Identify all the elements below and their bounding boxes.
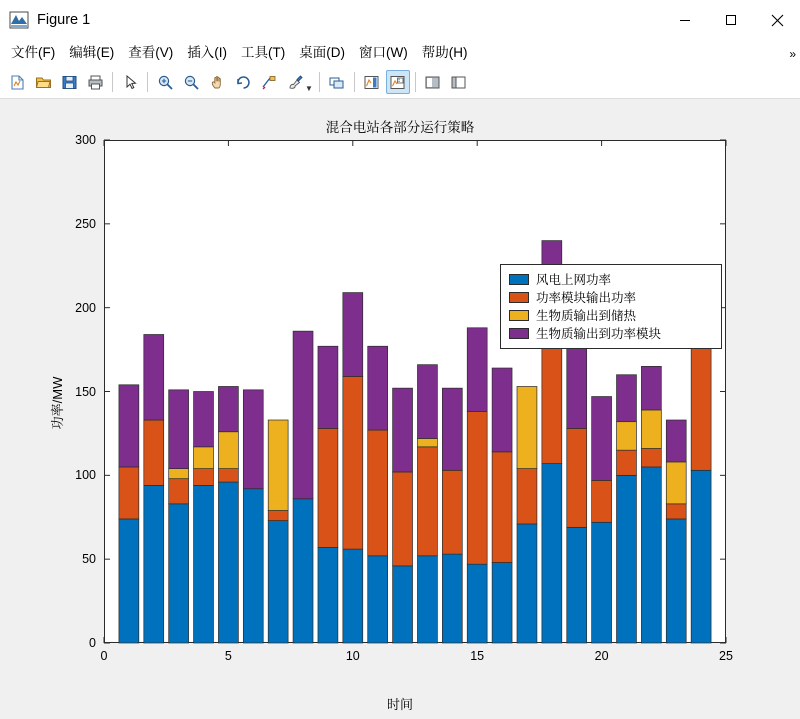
x-tick-15: 15 [470,649,485,663]
insert-legend-icon[interactable] [386,70,410,94]
menu-item-desktop[interactable] [292,42,352,65]
link-plot-icon[interactable] [325,70,349,94]
legend-swatch-power-module [509,292,529,303]
legend-row-biomass-power [509,324,713,342]
legend-label-power-module: 功率模块输出功率 [536,291,637,305]
y-tick-300: 300 [75,133,96,147]
menu-bar [0,40,800,66]
stacked-bar-series [0,99,800,719]
menu-item-insert[interactable] [180,42,234,65]
y-tick-250: 250 [75,216,96,231]
legend-row-wind [509,270,713,288]
show-plot-tools-icon[interactable] [447,70,471,94]
legend-row-biomass-heat [509,306,713,324]
legend-swatch-biomass-power [509,328,529,339]
x-axis-label: 时间 [386,697,413,712]
menu-item-help[interactable] [415,42,475,65]
toolbar-separator [112,72,113,92]
tool-bar [0,66,800,99]
toolbar-separator [415,72,416,92]
x-tick-10: 10 [345,649,360,663]
y-tick-50: 50 [82,552,96,567]
zoom-out-icon[interactable] [179,70,203,94]
menu-item-edit[interactable] [62,42,121,65]
menu-item-tools[interactable] [234,42,292,65]
legend-swatch-biomass-heat [509,310,529,321]
chart-legend[interactable] [500,264,722,349]
y-tick-150: 150 [75,384,96,399]
menu-item-file[interactable] [4,42,62,65]
menu-label-file: 文件(F) [11,44,56,60]
menu-label-edit: 编辑(E) [69,44,115,60]
print-figure-icon[interactable] [83,70,107,94]
chart-title: 混合电站各部分运行策略 [325,120,475,135]
toolbar-separator [319,72,320,92]
legend-label-biomass-power: 生物质输出到功率模块 [536,327,662,341]
y-tick-0: 0 [89,636,96,650]
rotate-3d-icon[interactable] [231,70,255,94]
menu-label-desktop: 桌面(D) [299,44,345,60]
zoom-in-icon[interactable] [153,70,177,94]
pointer-icon[interactable] [118,70,142,94]
legend-swatch-wind [509,274,529,285]
x-tick-5: 5 [224,649,232,663]
close-icon[interactable] [754,0,800,40]
insert-colorbar-icon[interactable] [360,70,384,94]
menu-label-window: 窗口(W) [359,44,408,60]
new-figure-icon[interactable] [5,70,29,94]
menu-item-window[interactable] [352,42,415,65]
menu-overflow-icon[interactable]: » [789,47,796,61]
toolbar-separator [147,72,148,92]
x-tick-25: 25 [719,649,733,663]
y-tick-200: 200 [75,300,96,315]
maximize-icon[interactable] [708,0,754,40]
data-cursor-icon[interactable] [257,70,281,94]
y-axis-label: 功率/MW [49,376,65,429]
toolbar-separator [354,72,355,92]
matlab-figure-icon [9,10,29,30]
menu-label-help: 帮助(H) [421,44,468,60]
open-file-icon[interactable] [31,70,55,94]
hide-plot-tools-icon[interactable] [421,70,445,94]
save-figure-icon[interactable] [57,70,81,94]
legend-label-wind: 风电上网功率 [536,273,612,287]
minimize-icon[interactable] [662,0,708,40]
window-buttons [662,0,800,40]
y-tick-100: 100 [75,468,96,483]
menu-item-view[interactable] [121,42,180,65]
brush-dropdown-caret-icon[interactable]: ▼ [305,84,313,93]
brush-icon[interactable] [283,70,307,94]
pan-icon[interactable] [205,70,229,94]
window-title: Figure 1 [37,12,91,28]
x-tick-0: 0 [100,649,108,663]
menu-label-tools: 工具(T) [241,44,286,60]
legend-label-biomass-heat: 生物质输出到储热 [536,309,637,323]
title-bar [0,0,800,40]
legend-row-power-module [509,288,713,306]
x-tick-20: 20 [594,649,609,663]
figure-canvas [0,99,800,712]
menu-label-insert: 插入(I) [187,44,227,60]
menu-label-view: 查看(V) [128,44,174,60]
